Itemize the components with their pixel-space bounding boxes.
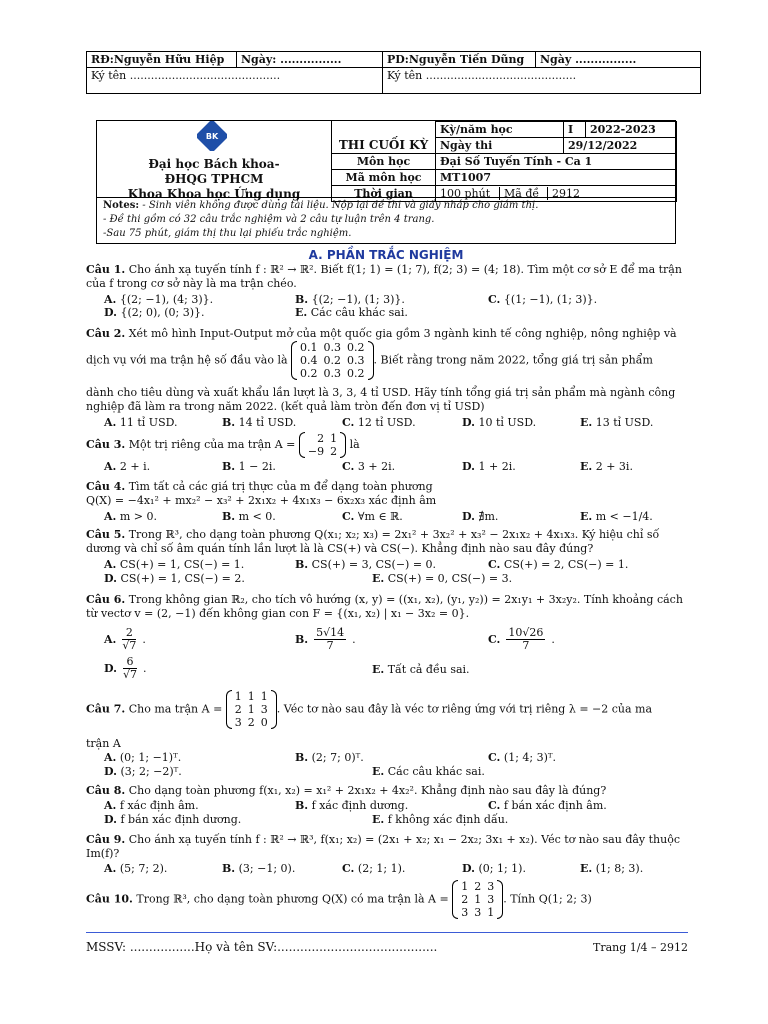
q3-option-c: 3 + 2i. [357,460,396,473]
q9-option-a: (5; 7; 2). [119,862,168,875]
note-3: -Sau 75 phút, giám thị thu lại phiếu trắc nghiệm. [103,228,352,239]
date-field-1: Ngày: ................ [237,52,383,68]
q4-option-e: m < −1/4. [595,510,653,523]
q1-option-d: {(2; 0), (0; 3)}. [120,306,205,319]
q5-option-b: CS(+) = 3, CS(−) = 0. [311,558,437,571]
q7-option-b: (2; 7; 0)ᵀ. [311,751,364,764]
student-info-line: MSSV: .................Họ và tên SV:.......................................... [86,940,438,954]
page-number: Trang 1/4 – 2912 [593,941,688,954]
q8-option-b: f xác định dương. [311,799,409,812]
subject-value: Đại Số Tuyến Tính - Ca 1 [436,154,677,170]
exam-date: 29/12/2022 [564,138,677,154]
q2-option-b: 14 tỉ USD. [238,416,297,429]
q4-option-a: m > 0. [119,510,158,523]
q7-text-3: trận A [86,737,121,750]
signature-table [86,51,701,94]
svg-text:BK: BK [205,132,219,141]
q1-option-b: {(2; −1), (1; 3)}. [311,293,405,306]
exam-info-table [331,121,677,202]
university-name: Đại học Bách khoa-ĐHQG TPHCM [148,157,280,186]
q2-text-3: . Biết rằng trong năm 2022, tổng giá trị sản phẩm [373,353,653,367]
q9-option-e: (1; 8; 3). [595,862,644,875]
note-1: - Sinh viên không được dùng tài liệu. Nộp lại đề thi và giấy nháp cho giám thị. [139,200,539,211]
q2-text-2: dịch vụ với ma trận hệ số đầu vào là [86,353,288,367]
sign-field-1: Ký tên ........................................... [87,68,383,94]
q9-option-c: (2; 1; 1). [357,862,406,875]
q5-option-c: CS(+) = 2, CS(−) = 1. [503,558,629,571]
question-8: Câu 8. Cho dạng toàn phương f(x₁, x₂) = x₁² + 2x₁x₂ + 4x₂². Khẳng định nào sau đây là đúng? [86,784,607,797]
section-title: A. PHẦN TRẮC NGHIỆM [308,248,464,262]
time-value: 100 phút [436,187,500,200]
question-1: Câu 1. Cho ánh xạ tuyến tính f : ℝ² → ℝ². Biết f(1; 1) = (1; 7), f(2; 3) = (4; 18). Tìm một cơ sở E để ma trận của f trong cơ sở này là ma trận chéo. [86,263,682,290]
q3-option-a: 2 + i. [119,460,151,473]
q7-option-a: (0; 1; −1)ᵀ. [119,751,182,764]
pd-label: PD:Nguyễn Tiến Dũng [383,52,536,68]
q1-option-a: {(2; −1), (4; 3)}. [119,293,214,306]
exam-header [96,120,676,244]
q2-option-a: 11 tỉ USD. [119,416,178,429]
q3-option-b: 1 − 2i. [238,460,276,473]
time-label: Thời gian [332,186,436,202]
code-label: Mã môn học [332,170,436,186]
q6-option-e: Tất cả đều sai. [387,663,470,676]
q7-option-d: (3; 2; −2)ᵀ. [120,765,182,778]
q2-option-d: 10 tỉ USD. [478,416,537,429]
q7-option-e: Các câu khác sai. [387,765,485,778]
sign-field-2: Ký tên ........................................... [383,68,701,94]
q2-option-c: 12 tỉ USD. [357,416,416,429]
q1-option-c: {(1; −1), (1; 3)}. [503,293,598,306]
q2-option-e: 13 tỉ USD. [595,416,654,429]
q5-option-e: CS(+) = 0, CS(−) = 3. [387,572,513,585]
rd-label: RĐ:Nguyễn Hữu Hiệp [87,52,237,68]
question-5: Câu 5. Trong ℝ³, cho dạng toàn phương Q(x₁; x₂; x₃) = 2x₁² + 3x₂² + x₃² − 2x₁x₂ + 4x₁x₃. Ký hiệu chỉ số dương và chỉ số âm quán tính lần lượt là là CS(+) và CS(−). Khẳng định nào sau đây đúng? [86,528,660,555]
question-4: Câu 4. Tìm tất cả các giá trị thực của m để dạng toàn phương Q(X) = −4x₁² + mx₂² − x₃² + 2x₁x₂ + 4x₁x₃ − 6x₂x₃ xác định âm [86,480,437,507]
date-label: Ngày thi [436,138,564,154]
q10-matrix: 1 2 3 2 1 3 3 3 1 [452,880,503,919]
q8-option-d: f bán xác định dương. [120,813,242,826]
notes-label: Notes: [103,200,140,211]
footer-divider [86,932,688,933]
exam-title: THI CUỐI KỲ [331,121,435,169]
date-field-2: Ngày ................ [536,52,701,68]
question-10: Câu 10. Trong ℝ³, cho dạng toàn phương Q(X) có ma trận là A = 1 2 3 2 1 3 3 3 1 . Tính Q(1; 2; 3) [86,880,592,919]
q3-option-e: 2 + 3i. [595,460,633,473]
q3-matrix: 2 1 −9 2 [299,432,346,458]
q5-option-d: CS(+) = 1, CS(−) = 2. [120,572,245,585]
q1-option-e: Các câu khác sai. [310,306,408,319]
code-value: MT1007 [436,170,677,186]
year-value: 2022-2023 [586,122,677,138]
q7-option-c: (1; 4; 3)ᵀ. [503,751,557,764]
q8-option-e: f không xác định dấu. [387,813,509,826]
term-label: Kỳ/năm học [436,122,564,138]
question-2: Câu 2. Xét mô hình Input-Output mở của một quốc gia gồm 3 ngành kinh tế công nghiệp, nông nghiệp và [86,327,677,340]
q7-matrix: 1 1 1 2 1 3 3 2 0 [226,690,277,729]
question-3: Câu 3. Một trị riêng của ma trận A = 2 1 −9 2 là [86,432,360,458]
q4-option-c: ∀m ∈ ℝ. [357,510,403,523]
paper-code: 2912 [552,187,580,200]
subject-label: Môn học [332,154,436,170]
q4-option-d: ∄m. [478,510,499,523]
q2-text-4: dành cho tiêu dùng và xuất khẩu lần lượt là 3, 3, 4 tỉ USD. Hãy tính tổng giá trị sản phẩm mà ngành công nghiệp đã làm ra trong năm 2022. (kết quả làm tròn đến đơn vị tỉ USD) [86,386,676,413]
university-logo [197,121,227,151]
term-value: I [564,122,586,138]
q8-option-c: f bán xác định âm. [503,799,607,812]
faculty-name: Khoa Khoa học Ứng dụng [127,187,301,201]
q9-option-b: (3; −1; 0). [238,862,296,875]
q8-option-a: f xác định âm. [119,799,199,812]
q4-option-b: m < 0. [238,510,276,523]
note-2: - Đề thi gồm có 32 câu trắc nghiệm và 2 câu tự luận trên 4 trang. [103,214,435,225]
question-7: Câu 7. Cho ma trận A = 1 1 1 2 1 3 3 2 0 . Véc tơ nào sau đây là véc tơ riêng ứng với trị riêng λ = −2 của ma [86,690,653,729]
q5-option-a: CS(+) = 1, CS(−) = 1. [119,558,245,571]
paper-code-label: Mã đề [500,187,548,200]
notes [97,197,675,242]
q9-option-d: (0; 1; 1). [478,862,526,875]
q3-option-d: 1 + 2i. [478,460,516,473]
q2-matrix: 0.1 0.3 0.2 0.4 0.2 0.3 0.2 0.3 0.2 [291,341,374,380]
question-9: Câu 9. Cho ánh xạ tuyến tính f : ℝ² → ℝ³, f(x₁; x₂) = (2x₁ + x₂; x₁ − 2x₂; 3x₁ + x₂). Véc tơ nào sau đây thuộc Im(f)? [86,833,681,860]
question-6: Câu 6. Trong không gian ℝ₂, cho tích vô hướng (x, y) = ((x₁, x₂), (y₁, y₂)) = 2x₁y₁ + 3x₂y₂. Tính khoảng cách từ vectơ v = (2, −1) đến không gian con F = {(x₁, x₂) | x₁ − 3x₂ = 0}. [86,593,683,620]
